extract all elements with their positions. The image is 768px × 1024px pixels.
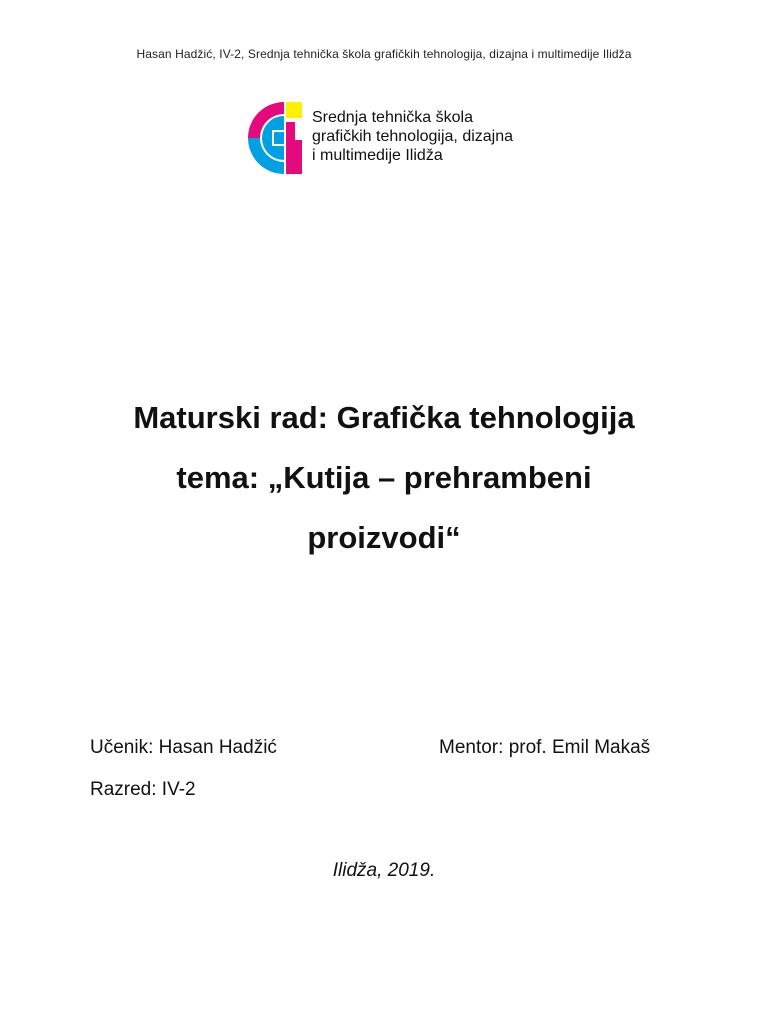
place-date: Ilidža, 2019. — [332, 860, 436, 881]
class-label: Razred: IV-2 — [90, 779, 196, 800]
school-logo — [246, 98, 536, 178]
document-title — [0, 388, 768, 568]
mentor-name: Mentor: prof. Emil Makaš — [439, 737, 651, 758]
logo-line-3: i multimedije Ilidža — [312, 147, 443, 164]
student-name: Učenik: Hasan Hadžić — [90, 737, 277, 758]
logo-line-1: Srednja tehnička škola — [312, 109, 473, 126]
school-logo-icon — [246, 100, 304, 176]
title-line-2: tema: „Kutija – prehrambeni — [176, 460, 592, 495]
logo-line-2: grafičkih tehnologija, dizajna — [312, 128, 514, 145]
school-logo-text — [312, 108, 513, 165]
running-header: Hasan Hadžić, IV-2, Srednja tehnička škola grafičkih tehnologija, dizajna i multimedije Ilidža — [136, 47, 632, 61]
title-line-1: Maturski rad: Grafička tehnologija — [133, 400, 635, 435]
title-line-3: proizvodi“ — [307, 520, 461, 555]
